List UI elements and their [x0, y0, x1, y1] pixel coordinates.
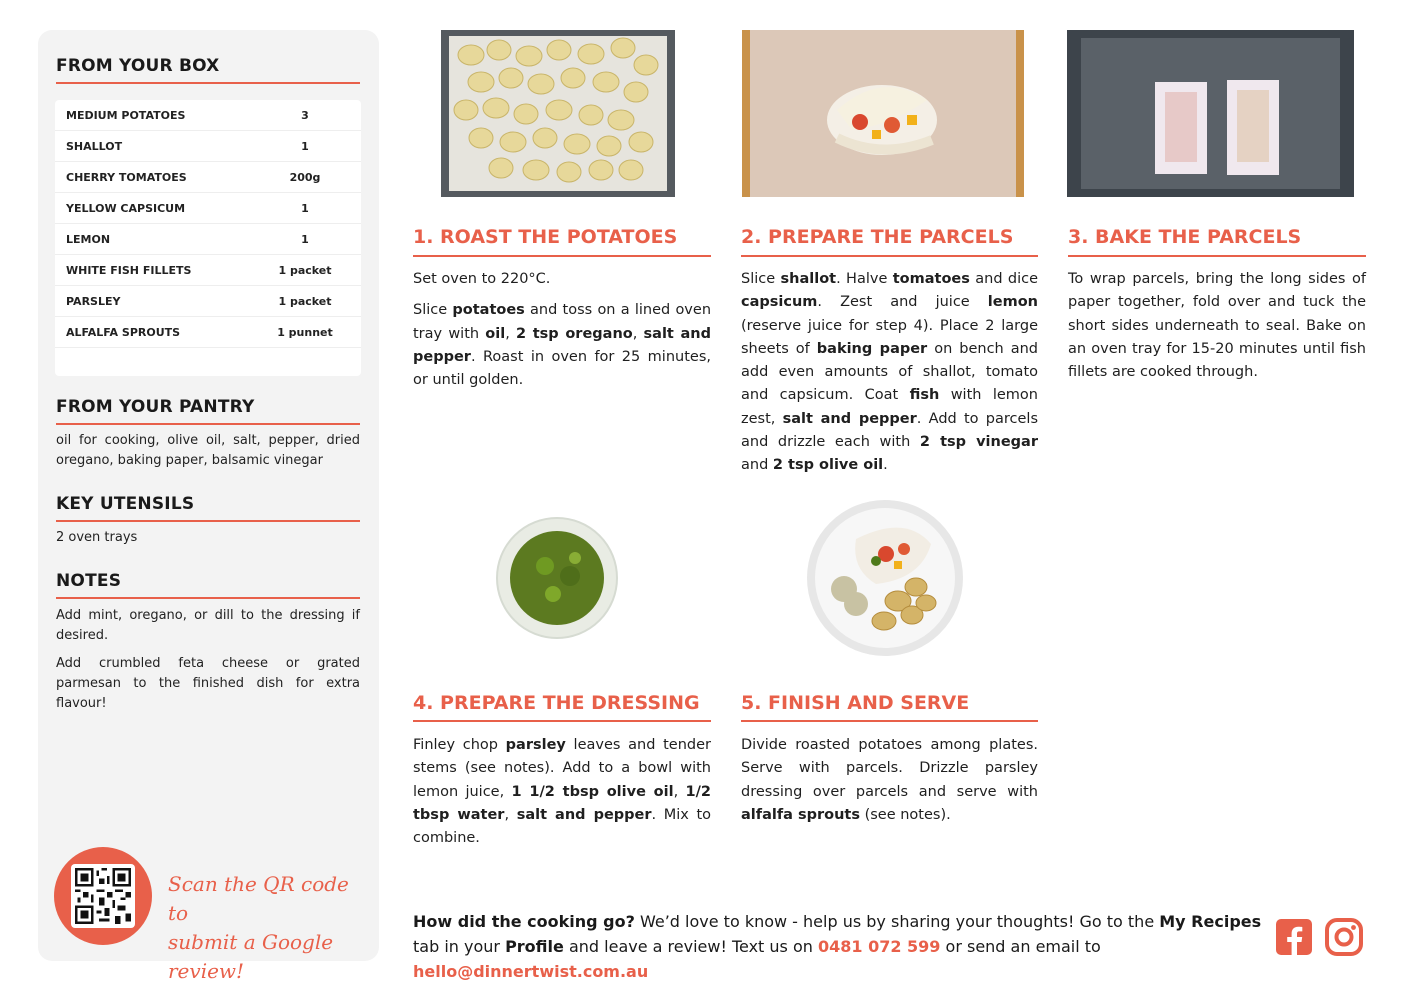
- step-title: 4. PREPARE THE DRESSING: [413, 692, 700, 714]
- step-rule: [741, 720, 1038, 722]
- notes-heading: NOTES: [56, 571, 122, 591]
- facebook-icon[interactable]: [1275, 918, 1313, 956]
- ingredient-name: ALFALFA SPROUTS: [66, 325, 181, 339]
- ingredient-quantity: 1 packet: [278, 263, 332, 277]
- step-title: 3. BAKE THE PARCELS: [1068, 226, 1302, 248]
- step-rule: [1068, 255, 1366, 257]
- from-your-box-heading: FROM YOUR BOX: [56, 56, 220, 76]
- contact-link[interactable]: hello@dinnertwist.com.au: [413, 962, 649, 981]
- ingredient-name: YELLOW CAPSICUM: [66, 201, 186, 215]
- ingredient-row: [55, 255, 361, 286]
- contact-link[interactable]: 0481 072 599: [817, 937, 941, 956]
- note-item: Add crumbled feta cheese or grated parmesan to the finished dish for extra flavour!: [56, 656, 360, 711]
- baked-parcels-photo: [1067, 30, 1354, 197]
- ingredient-quantity: 200g: [289, 170, 321, 184]
- step-paragraph: Slice shallot. Halve tomatoes and dice capsicum. Zest and juice lemon (reserve juice for step 4). Place 2 large sheets of baking paper on bench and add even amounts of shallot, tomato and capsicum. Coat fish with lemon zest, salt and pepper. Add to parcels and drizzle each with 2 tsp vinegar and 2 tsp olive oil.: [741, 271, 1039, 474]
- ingredient-row: [55, 193, 361, 224]
- note-item: Add mint, oregano, or dill to the dressing if desired.: [56, 608, 360, 643]
- step-title: 1. ROAST THE POTATOES: [413, 226, 678, 248]
- step-paragraph: To wrap parcels, bring the long sides of paper together, fold over and tuck the short sides underneath to seal. Bake on an oven tray for 15-20 minutes until fish fillets are cooked through.: [1068, 271, 1366, 381]
- utensils-text: 2 oven trays: [56, 530, 138, 545]
- ingredients-table: [55, 100, 361, 376]
- roasted-potatoes-photo: [441, 30, 675, 197]
- sidebar: [38, 30, 379, 983]
- step-title: 5. FINISH AND SERVE: [741, 692, 970, 714]
- ingredient-row: [55, 162, 361, 193]
- ingredient-name: LEMON: [66, 232, 111, 246]
- finished-dish-photo: [806, 499, 964, 657]
- ingredient-quantity: 1: [301, 201, 309, 215]
- pantry-text: oil for cooking, olive oil, salt, pepper, dried oregano, baking paper, balsamic vinegar: [56, 433, 360, 468]
- ingredient-quantity: 1: [301, 139, 309, 153]
- ingredient-quantity: 1 punnet: [277, 325, 333, 339]
- ingredient-row: [55, 224, 361, 255]
- qr-caption-line: submit a Google review!: [168, 930, 334, 983]
- qr-code-icon: [75, 868, 131, 924]
- step-title: 2. PREPARE THE PARCELS: [741, 226, 1014, 248]
- step-rule: [413, 720, 711, 722]
- pantry-heading: FROM YOUR PANTRY: [56, 397, 255, 417]
- step-5-text: [741, 734, 1038, 835]
- heading-rule: [56, 82, 360, 84]
- ingredient-name: WHITE FISH FILLETS: [66, 263, 192, 277]
- ingredient-quantity: 3: [301, 108, 309, 122]
- utensils-heading: KEY UTENSILS: [56, 494, 195, 514]
- parsley-dressing-photo: [495, 516, 619, 640]
- feedback-message: How did the cooking go? We’d love to know - help us by sharing your thoughts! Go to the My Recipes tab in your Profile and leave a review! Text us on 0481 072 599 or send an email to hello@dinnertwist.com.au: [413, 912, 1262, 981]
- heading-rule: [56, 597, 360, 599]
- ingredient-row: [55, 286, 361, 317]
- ingredient-quantity: 1: [301, 232, 309, 246]
- step-paragraph: Divide roasted potatoes among plates. Serve with parcels. Drizzle parsley dressing over parcels and serve with alfalfa sprouts (see notes).: [741, 737, 1038, 823]
- step-1-text: [413, 268, 711, 400]
- instagram-icon[interactable]: [1325, 918, 1363, 956]
- step-3-text: [1068, 268, 1366, 392]
- step-rule: [413, 255, 711, 257]
- qr-code[interactable]: [71, 864, 135, 928]
- qr-caption: [168, 870, 368, 986]
- ingredient-name: PARSLEY: [66, 294, 121, 308]
- step-paragraph: Finley chop parsley leaves and tender stems (see notes). Add to a bowl with lemon juice, 1 1/2 tbsp olive oil, 1/2 tbsp water, salt and pepper. Mix to combine.: [413, 737, 712, 847]
- step-4-text: [413, 734, 711, 858]
- ingredient-name: SHALLOT: [66, 139, 123, 153]
- step-rule: [741, 255, 1038, 257]
- step-paragraph: Set oven to 220°C.: [413, 271, 551, 287]
- heading-rule: [56, 520, 360, 522]
- ingredient-row: [55, 131, 361, 162]
- ingredient-row: [55, 317, 361, 348]
- ingredient-quantity: 1 packet: [278, 294, 332, 308]
- ingredient-name: MEDIUM POTATOES: [66, 108, 186, 122]
- fish-parcel-photo: [742, 30, 1024, 197]
- qr-caption-line: Scan the QR code to: [168, 872, 349, 925]
- step-2-text: [741, 268, 1038, 486]
- ingredient-row: [55, 100, 361, 131]
- heading-rule: [56, 423, 360, 425]
- step-paragraph: Slice potatoes and toss on a lined oven tray with oil, 2 tsp oregano, salt and pepper. Roast in oven for 25 minutes, or until golden.: [413, 302, 712, 389]
- ingredient-name: CHERRY TOMATOES: [66, 170, 187, 184]
- qr-code-badge[interactable]: [54, 847, 152, 945]
